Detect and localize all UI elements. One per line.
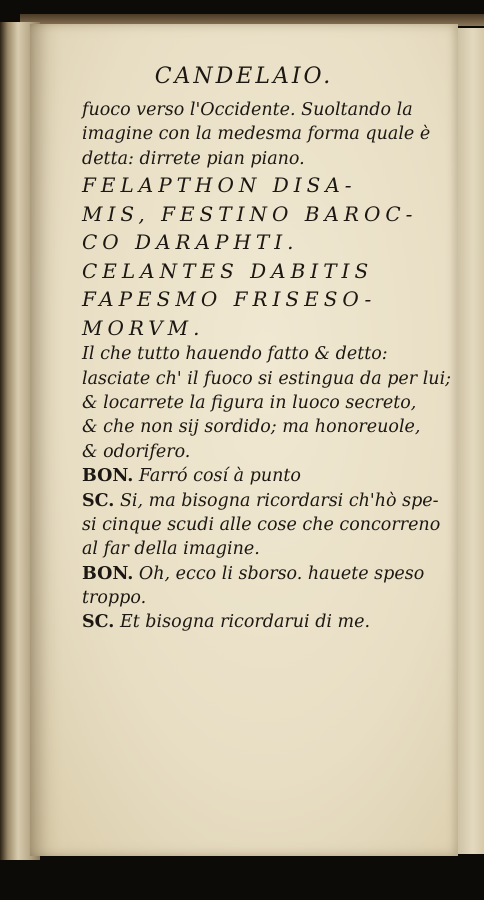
speaker-label: BON. (82, 466, 134, 487)
text-line: fuoco verso l'Occidente. Suoltando la (82, 100, 413, 120)
incantation-line: CO DARAPHTI. (82, 230, 299, 255)
speech-continuation: si cinque scudi alle cose che concorreno (82, 514, 441, 535)
dialogue-line (82, 489, 462, 513)
speech-text: Farró cosí à punto (138, 466, 301, 487)
speaker-label: SC. (82, 612, 115, 633)
speaker-label: BON. (82, 563, 134, 584)
speech-text: Si, ma bisogna ricordarsi ch'hò spe- (119, 490, 439, 511)
dialogue-line (82, 464, 462, 488)
text-line: imagine con la medesma forma quale è (82, 124, 431, 145)
speaker-label: SC. (82, 490, 115, 511)
incantation-line: FELAPTHON DISA- (82, 173, 357, 198)
speech-text: Et bisogna ricordarui di me. (119, 612, 371, 633)
running-head: CANDELAIO. (154, 64, 334, 89)
text-line: lasciate ch' il fuoco si estingua da per lui; (82, 368, 452, 389)
incantation-line: CELANTES DABITIS (82, 258, 374, 283)
incantation-line: MORVM. (82, 315, 205, 340)
text-line: Il che tutto hauendo fatto & detto: (82, 344, 388, 365)
book-page (30, 24, 458, 856)
page-text (82, 98, 462, 635)
dialogue-line (82, 610, 462, 634)
speech-continuation: al far della imagine. (82, 539, 260, 560)
incantation-line: FAPESMO FRISESO- (82, 287, 377, 312)
incantation-line: MIS, FESTINO BAROC- (82, 201, 418, 226)
text-line: & che non sij sordido; ma honoreuole, (82, 417, 421, 438)
speech-continuation: troppo. (82, 588, 147, 609)
text-line: & locarrete la figura in luoco secreto, (82, 392, 417, 413)
text-line: detta: dirrete pian piano. (82, 148, 305, 169)
text-line: & odorifero. (82, 441, 191, 462)
dialogue-line (82, 562, 462, 586)
speech-text: Oh, ecco li sborso. hauete speso (138, 563, 425, 584)
